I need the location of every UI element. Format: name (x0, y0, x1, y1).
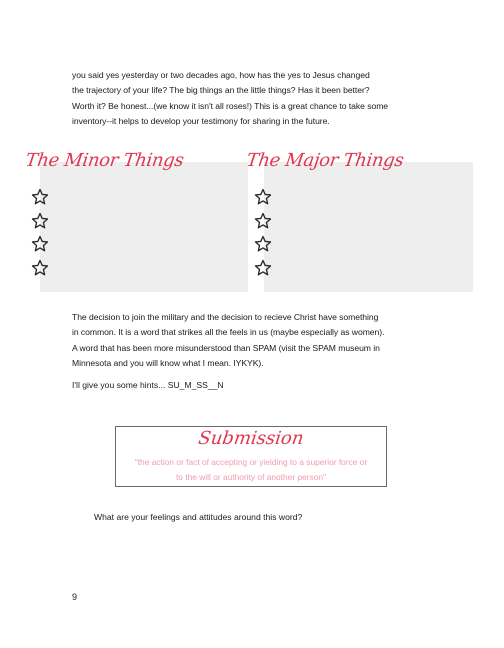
definition-line: "the action or fact of accepting or yielding to a superior force or (134, 457, 368, 467)
decision-line: A word that has been more misunderstood than SPAM (visit the SPAM museum in (72, 342, 380, 353)
decision-paragraph (72, 310, 432, 371)
major-things-stars (254, 188, 274, 282)
star-outline-icon (254, 235, 272, 253)
hint-text: I'll give you some hints... SU_M_SS__N (72, 380, 224, 390)
intro-line: the trajectory of your life? The big things an the little things? Has it been better? (72, 85, 370, 96)
major-things-title: The Major Things (245, 150, 405, 171)
star-outline-icon (254, 212, 272, 230)
star-outline-icon (31, 212, 49, 230)
star-outline-icon (31, 235, 49, 253)
major-things-panel[interactable] (264, 162, 473, 292)
minor-things-panel[interactable] (40, 162, 248, 292)
decision-line: in common. It is a word that strikes all the feels in us (maybe especially as women). (72, 327, 385, 338)
definition-text (122, 455, 380, 484)
minor-things-title: The Minor Things (24, 150, 185, 171)
definition-line: to the will or authority of another person" (175, 471, 327, 482)
decision-line: The decision to join the military and the decision to recieve Christ have something (72, 312, 379, 322)
star-outline-icon (254, 259, 272, 277)
intro-line: Worth it? Be honest...(we know it isn't all roses!) This is a great chance to take some (72, 100, 389, 111)
definition-box (115, 426, 387, 487)
intro-line: inventory--it helps to develop your testimony for sharing in the future. (72, 115, 330, 126)
intro-paragraph (72, 68, 432, 129)
star-outline-icon (31, 259, 49, 277)
decision-line: Minnesota and you will know what I mean. IYKYK). (72, 357, 264, 368)
intro-line: you said yes yesterday or two decades ago, how has the yes to Jesus changed (72, 70, 370, 80)
reflection-question: What are your feelings and attitudes around this word? (94, 512, 303, 522)
star-outline-icon (254, 188, 272, 206)
star-outline-icon (31, 188, 49, 206)
definition-word: Submission (197, 428, 305, 449)
page-number: 9 (72, 592, 78, 602)
minor-things-stars (31, 188, 51, 282)
